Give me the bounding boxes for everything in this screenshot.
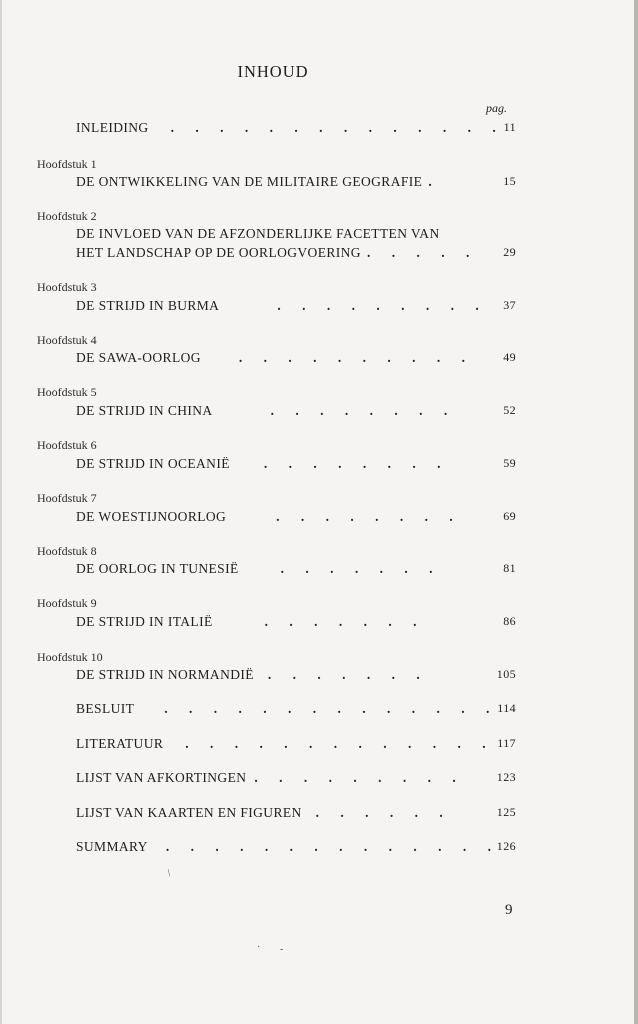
toc-entry-title: INLEIDING — [76, 120, 149, 135]
toc-page-number: 81 — [503, 561, 516, 575]
paper-speck: - — [280, 944, 284, 955]
leader-dots: . . . . . . . — [264, 614, 426, 629]
chapter-label: Hoofdstuk 2 — [37, 209, 97, 223]
toc-entry-chapter-3[interactable] — [76, 298, 516, 314]
leader-dots: . . . . . . . . — [263, 456, 450, 471]
toc-entry-summary[interactable] — [76, 839, 516, 855]
toc-page-number: 69 — [503, 509, 516, 523]
chapter-label: Hoofdstuk 6 — [37, 438, 97, 452]
toc-page-number: 105 — [496, 667, 516, 681]
chapter-label: Hoofdstuk 7 — [37, 491, 97, 505]
toc-entry-chapter-8[interactable] — [76, 561, 516, 577]
toc-entry-besluit[interactable] — [76, 701, 516, 717]
leader-dots: . . . . . . . . . . . . . . — [164, 701, 499, 716]
toc-entry-title: DE STRIJD IN OCEANIË — [76, 456, 230, 471]
toc-entry-title: LIJST VAN KAARTEN EN FIGUREN — [76, 805, 302, 820]
chapter-label: Hoofdstuk 8 — [37, 544, 97, 558]
toc-page-number: 114 — [497, 701, 516, 715]
chapter-label: Hoofdstuk 4 — [37, 333, 97, 347]
toc-page-number: 123 — [496, 770, 516, 784]
toc-entry-title: BESLUIT — [76, 701, 135, 716]
chapter-label: Hoofdstuk 1 — [37, 157, 97, 171]
toc-entry-title: DE OORLOG IN TUNESIË — [76, 561, 239, 576]
toc-entry-literatuur[interactable] — [76, 736, 516, 752]
chapter-label: Hoofdstuk 3 — [37, 280, 97, 294]
toc-entry-chapter-1[interactable] — [76, 174, 516, 190]
toc-entry-title: DE ONTWIKKELING VAN DE MILITAIRE GEOGRAFIE — [76, 174, 423, 189]
toc-entry-chapter-9[interactable] — [76, 614, 516, 630]
toc-entry-chapter-7[interactable] — [76, 509, 516, 525]
toc-page-number: 29 — [503, 245, 516, 259]
toc-entry-title: LITERATUUR — [76, 736, 164, 751]
paper-speck: · — [257, 942, 261, 953]
leader-dots: . . . . . . . . . — [254, 770, 465, 785]
chapter-label: Hoofdstuk 10 — [37, 650, 103, 664]
chapter-label: Hoofdstuk 5 — [37, 385, 97, 399]
leader-dots: . . . . . . . . . . . . . — [185, 736, 495, 751]
leader-dots: . . . . . . . . . . . . . . — [165, 839, 500, 854]
toc-entry-title: LIJST VAN AFKORTINGEN — [76, 770, 247, 785]
toc-page-number: 49 — [503, 350, 516, 364]
toc-entry-lijst-van-afkortingen[interactable] — [76, 770, 516, 786]
chapter-label: Hoofdstuk 9 — [37, 596, 97, 610]
leader-dots: . . . . . . — [315, 805, 452, 820]
toc-entry-lijst-van-kaarten[interactable] — [76, 805, 516, 821]
toc-page-number: 37 — [503, 298, 516, 312]
toc-entry-inleiding[interactable] — [76, 120, 516, 136]
pen-mark: / — [165, 868, 174, 879]
toc-page-number: 11 — [503, 120, 516, 134]
page-title: INHOUD — [237, 62, 309, 81]
toc-entry-title: DE STRIJD IN CHINA — [76, 403, 213, 418]
toc-page-number: 15 — [503, 174, 516, 188]
toc-entry-title: DE WOESTIJNOORLOG — [76, 509, 227, 524]
toc-page-number: 126 — [496, 839, 516, 853]
toc-entry-title: DE STRIJD IN BURMA — [76, 298, 220, 313]
toc-page-number: 59 — [503, 456, 516, 470]
page-column-label: pag. — [486, 101, 507, 115]
page-number: 9 — [505, 902, 513, 918]
leader-dots: . . . . . — [366, 245, 479, 260]
toc-entry-chapter-2-line-1[interactable] — [76, 226, 516, 242]
toc-entry-title: DE STRIJD IN ITALIË — [76, 614, 213, 629]
toc-entry-chapter-4[interactable] — [76, 350, 516, 366]
leader-dots: . . . . . . . — [267, 667, 429, 682]
leader-dots: . . . . . . . . . . — [238, 350, 475, 365]
leader-dots: . — [428, 174, 441, 189]
toc-page-number: 125 — [496, 805, 516, 819]
toc-entry-title: DE INVLOED VAN DE AFZONDERLIJKE FACETTEN VAN — [76, 226, 440, 241]
toc-entry-title: SUMMARY — [76, 839, 148, 854]
toc-page-number: 52 — [503, 403, 516, 417]
leader-dots: . . . . . . . . — [276, 509, 462, 524]
toc-entry-chapter-10[interactable] — [76, 667, 516, 683]
toc-entry-chapter-6[interactable] — [76, 456, 516, 472]
toc-entry-title-continued: HET LANDSCHAP OP DE OORLOGVOERING — [76, 245, 361, 260]
leader-dots: . . . . . . . . . . . . . . — [170, 120, 505, 135]
leader-dots: . . . . . . . . . — [277, 298, 488, 313]
toc-page-number: 86 — [503, 614, 516, 628]
toc-page-number: 117 — [497, 736, 516, 750]
leader-dots: . . . . . . . . — [270, 403, 457, 418]
toc-entry-chapter-5[interactable] — [76, 403, 516, 419]
toc-entry-chapter-2-line-2[interactable] — [76, 245, 516, 261]
leader-dots: . . . . . . . — [280, 561, 442, 576]
toc-entry-title: DE SAWA-OORLOG — [76, 350, 201, 365]
toc-entry-title: DE STRIJD IN NORMANDIË — [76, 667, 254, 682]
